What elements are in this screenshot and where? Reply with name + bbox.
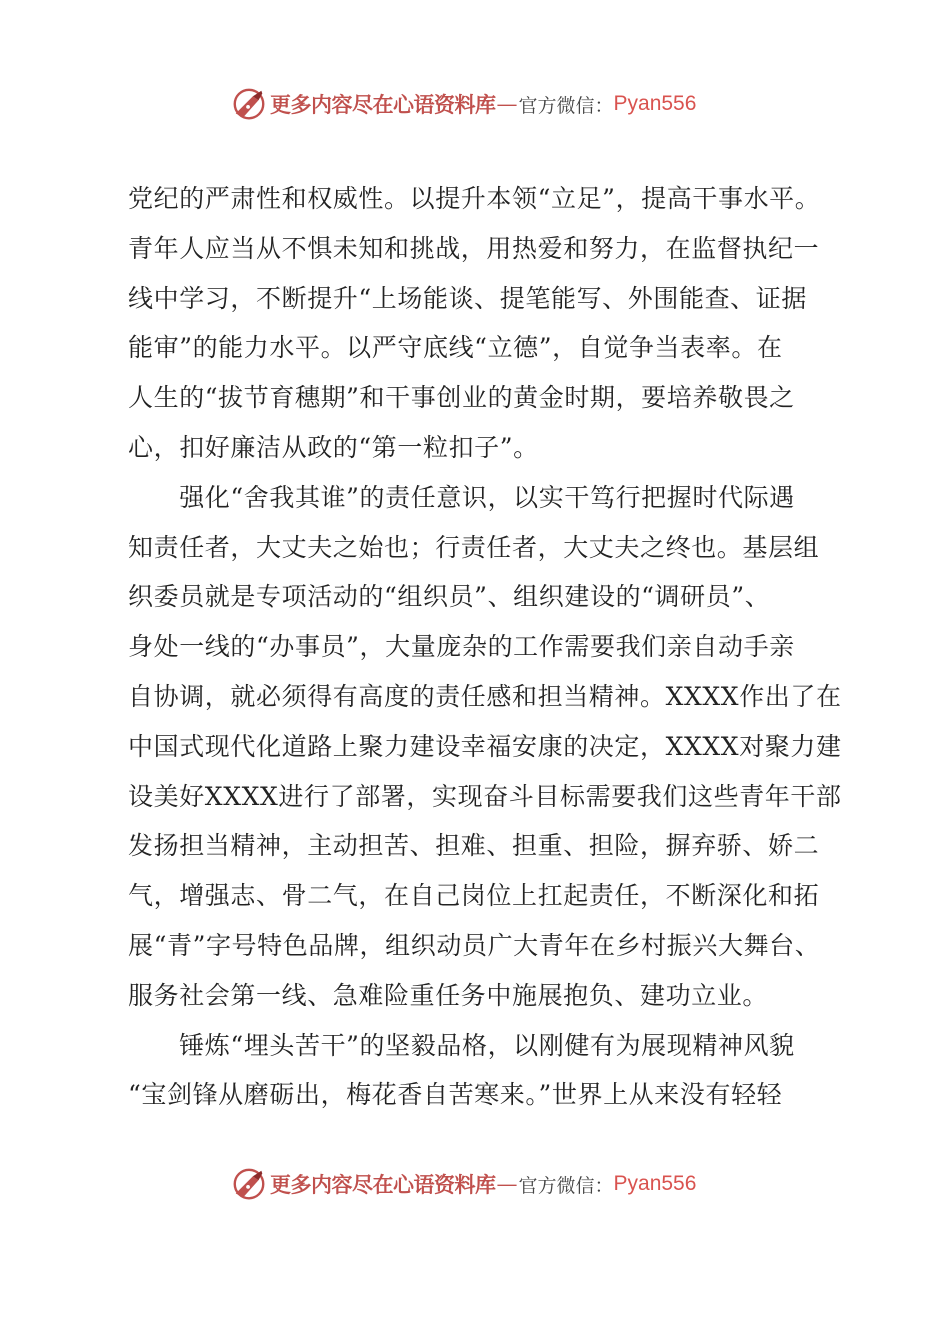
text-line: 织委员就是专项活动的“组织员”、组织建设的“调研员”、 (128, 582, 771, 612)
text-line: 青年人应当从不惧未知和挑战，用热爱和努力，在监督执纪一 (128, 233, 820, 263)
header-banner (230, 84, 750, 124)
banner-dash: — (496, 92, 518, 116)
text-line: 服务社会第一线、急难险重任务中施展抱负、建功立业。 (128, 980, 769, 1010)
text-line: 知责任者，大丈夫之始也；行责任者，大丈夫之终也。基层组 (128, 532, 820, 562)
text-line: “宝剑锋从磨砺出，梅花香自苦寒来。”世界上从来没有轻轻 (128, 1080, 783, 1110)
text-line: 中国式现代化道路上聚力建设幸福安康的决定，XXXX对聚力建 (128, 731, 842, 761)
banner-wechat-id: Pyan556 (613, 92, 697, 115)
banner-main-text: 更多内容尽在心语资料库 (270, 1172, 496, 1197)
text-line: 党纪的严肃性和权威性。以提升本领“立足”，提高干事水平。 (128, 184, 821, 213)
banner-dash: — (496, 1172, 518, 1196)
text-line: 发扬担当精神，主动担苦、担难、担重、担险，摒弃骄、娇二 (128, 831, 820, 861)
footer-banner (230, 1164, 750, 1204)
text-line: 线中学习，不断提升“上场能谈、提笔能写、外围能查、证据 (128, 283, 807, 313)
pen-nib-logo-icon (230, 1165, 268, 1203)
text-line: 展“青”字号特色品牌，组织动员广大青年在乡村振兴大舞台、 (128, 930, 821, 960)
text-line: 心，扣好廉洁从政的“第一粒扣子”。 (128, 432, 539, 462)
text-line: 自协调，就必须得有高度的责任感和担当精神。XXXX作出了在 (128, 681, 842, 711)
text-line: 锤炼“埋头苦干”的坚毅品格，以刚健有为展现精神风貌 (128, 1030, 795, 1060)
pen-nib-logo-icon (230, 85, 268, 123)
text-line: 人生的“拔节育穗期”和干事创业的黄金时期，要培养敬畏之 (128, 383, 795, 413)
text-line: 强化“舍我其谁”的责任意识，以实干笃行把握时代际遇 (128, 482, 795, 512)
document-body (128, 174, 852, 1120)
banner-wechat-id: Pyan556 (613, 1172, 697, 1195)
banner-wechat-label: 官方微信： (518, 94, 614, 117)
banner-main-text: 更多内容尽在心语资料库 (270, 92, 496, 117)
text-line: 身处一线的“办事员”，大量庞杂的工作需要我们亲自动手亲 (128, 632, 795, 662)
banner-wechat-label: 官方微信： (518, 1174, 614, 1197)
text-line: 能审”的能力水平。以严守底线“立德”，自觉争当表率。在 (128, 333, 783, 363)
text-line: 气，增强志、骨二气，在自己岗位上扛起责任，不断深化和拓 (128, 881, 820, 911)
text-line: 设美好XXXX进行了部署，实现奋斗目标需要我们这些青年干部 (128, 781, 842, 811)
